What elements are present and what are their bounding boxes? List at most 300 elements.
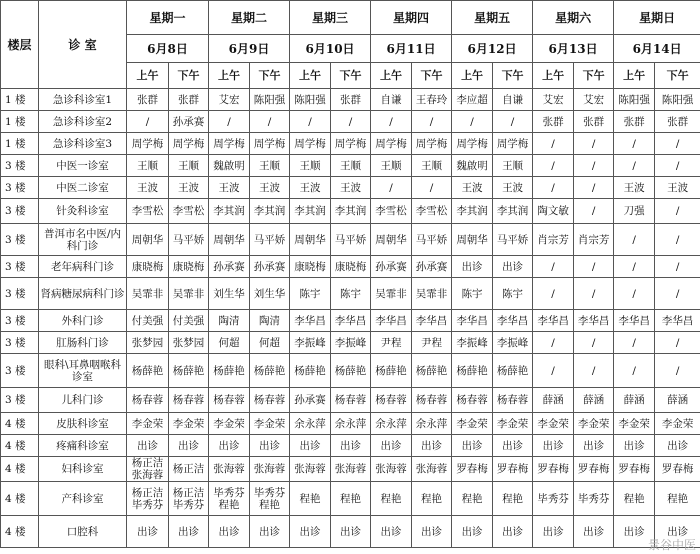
doctor-cell: 杨正洁毕秀芬 [127,482,169,516]
doctor-cell: 王顺 [127,155,169,177]
date-header: 6月12日 [452,35,533,63]
doctor-cell: 出诊 [655,516,700,548]
doctor-cell: 出诊 [290,516,331,548]
doctor-cell: 王波 [493,177,533,199]
doctor-cell: 陶清 [209,310,250,332]
doctor-cell: 李华昌 [452,310,493,332]
floor-cell: 3 楼 [1,278,39,310]
date-header: 6月9日 [209,35,290,63]
doctor-cell: 吴霏非 [371,278,412,310]
doctor-cell: 李金荣 [614,413,655,435]
table-row [1,133,700,155]
doctor-cell: 刘生华 [209,278,250,310]
doctor-cell: 马平娇 [493,224,533,256]
doctor-cell: 王顺 [169,155,209,177]
table-row [1,199,700,224]
doctor-cell: 孙承赛 [290,388,331,413]
date-header: 6月14日 [614,35,700,63]
weekday-header: 星期五 [452,1,533,35]
weekday-header: 星期三 [290,1,371,35]
doctor-cell: 付美强 [169,310,209,332]
pm-header: 下午 [169,63,209,89]
doctor-cell: 杨薛艳 [169,354,209,388]
floor-cell: 4 楼 [1,435,39,457]
doctor-cell: 李华昌 [533,310,574,332]
doctor-cell: 出诊 [493,256,533,278]
doctor-cell: 程艳 [412,482,452,516]
doctor-cell: 出诊 [614,435,655,457]
doctor-cell: 杨春蓉 [250,388,290,413]
doctor-cell: 周学梅 [452,133,493,155]
doctor-cell: / [614,354,655,388]
doctor-cell: 陈宇 [331,278,371,310]
table-row [1,354,700,388]
doctor-cell: 李金荣 [533,413,574,435]
doctor-cell: 出诊 [574,435,614,457]
doctor-cell: 康晓梅 [169,256,209,278]
table-row [1,224,700,256]
doctor-cell: 杨正洁张海蓉 [127,457,169,482]
doctor-cell: / [655,332,700,354]
doctor-cell: 杨薛艳 [209,354,250,388]
doctor-cell: 李华昌 [614,310,655,332]
dept-cell: 皮肤科诊室 [39,413,127,435]
doctor-cell: 出诊 [331,435,371,457]
doctor-cell: 王顺 [371,155,412,177]
doctor-cell: 余永萍 [290,413,331,435]
doctor-cell: 周朝华 [371,224,412,256]
doctor-cell: / [209,111,250,133]
am-header: 上午 [452,63,493,89]
dept-cell: 肛肠科门诊 [39,332,127,354]
doctor-cell: 出诊 [169,435,209,457]
floor-cell: 1 楼 [1,111,39,133]
doctor-cell: 孙承赛 [412,256,452,278]
doctor-cell: 出诊 [371,516,412,548]
dept-cell: 眼科\耳鼻咽喉科诊室 [39,354,127,388]
doctor-cell: 吴霏非 [169,278,209,310]
floor-cell: 3 楼 [1,224,39,256]
doctor-cell: 陈阳强 [614,89,655,111]
doctor-cell: 艾宏 [533,89,574,111]
floor-cell: 3 楼 [1,332,39,354]
doctor-cell: 薛涵 [574,388,614,413]
doctor-cell: 杨春蓉 [371,388,412,413]
doctor-cell: 张海蓉 [209,457,250,482]
doctor-cell: / [574,278,614,310]
doctor-cell: 杨春蓉 [331,388,371,413]
doctor-cell: 陈阳强 [250,89,290,111]
doctor-cell: 周学梅 [290,133,331,155]
doctor-cell: 李华昌 [331,310,371,332]
dept-cell: 普洱市名中医/内科门诊 [39,224,127,256]
doctor-cell: 周朝华 [290,224,331,256]
doctor-cell: 李其润 [493,199,533,224]
doctor-cell: 李振峰 [452,332,493,354]
weekday-header: 星期四 [371,1,452,35]
doctor-cell: 尹程 [412,332,452,354]
doctor-cell: 王顺 [331,155,371,177]
doctor-cell: 杨春蓉 [452,388,493,413]
doctor-cell: 李雪松 [127,199,169,224]
floor-cell: 4 楼 [1,413,39,435]
doctor-cell: 杨薛艳 [127,354,169,388]
weekday-header: 星期六 [533,1,614,35]
doctor-cell: / [371,177,412,199]
table-row [1,310,700,332]
doctor-cell: 张海蓉 [331,457,371,482]
doctor-cell: / [614,278,655,310]
pm-header: 下午 [412,63,452,89]
am-header: 上午 [127,63,169,89]
doctor-cell: 出诊 [493,435,533,457]
pm-header: 下午 [655,63,700,89]
doctor-cell: 陶清 [250,310,290,332]
doctor-cell: 杨春蓉 [493,388,533,413]
dept-cell: 中医二诊室 [39,177,127,199]
doctor-cell: 孙承赛 [371,256,412,278]
doctor-cell: 薛涵 [655,388,700,413]
doctor-cell: 余永萍 [331,413,371,435]
doctor-cell: / [533,155,574,177]
doctor-cell: 陈阳强 [655,89,700,111]
doctor-cell: / [574,155,614,177]
doctor-cell: 杨薛艳 [452,354,493,388]
doctor-cell: 出诊 [290,435,331,457]
doctor-cell: / [574,199,614,224]
weekday-header: 星期二 [209,1,290,35]
doctor-cell: 尹程 [371,332,412,354]
floor-cell: 3 楼 [1,310,39,332]
doctor-cell: / [127,111,169,133]
doctor-cell: 出诊 [127,435,169,457]
doctor-cell: 出诊 [127,516,169,548]
doctor-cell: 杨薛艳 [290,354,331,388]
dept-cell: 外科门诊 [39,310,127,332]
doctor-cell: 出诊 [250,435,290,457]
doctor-cell: / [533,332,574,354]
doctor-cell: 张群 [127,89,169,111]
doctor-cell: 周学梅 [127,133,169,155]
table-row [1,388,700,413]
doctor-cell: 吴霏非 [412,278,452,310]
doctor-cell: / [655,133,700,155]
am-header: 上午 [371,63,412,89]
doctor-cell: 王顺 [412,155,452,177]
table-row [1,332,700,354]
doctor-cell: / [655,199,700,224]
doctor-cell: 李雪松 [412,199,452,224]
table-row [1,413,700,435]
doctor-cell: 李华昌 [493,310,533,332]
doctor-cell: / [574,177,614,199]
doctor-cell: 李华昌 [371,310,412,332]
doctor-cell: 王波 [290,177,331,199]
table-row [1,111,700,133]
doctor-cell: / [655,224,700,256]
doctor-cell: 魏啟明 [452,155,493,177]
doctor-cell: 李其润 [331,199,371,224]
doctor-cell: 出诊 [452,516,493,548]
doctor-cell: 自谦 [493,89,533,111]
doctor-cell: / [574,133,614,155]
doctor-cell: 陈阳强 [290,89,331,111]
doctor-cell: 王顺 [250,155,290,177]
doctor-cell: 程艳 [614,482,655,516]
doctor-cell: / [533,278,574,310]
doctor-cell: / [371,111,412,133]
doctor-cell: 张海蓉 [290,457,331,482]
doctor-cell: 李振峰 [493,332,533,354]
doctor-cell: 毕秀芬程艳 [250,482,290,516]
doctor-cell: 杨春蓉 [412,388,452,413]
doctor-cell: 周朝华 [127,224,169,256]
floor-header: 楼层 [1,1,39,89]
doctor-cell: 李其润 [209,199,250,224]
doctor-cell: 罗春梅 [655,457,700,482]
doctor-cell: 出诊 [533,435,574,457]
doctor-cell: 李其润 [250,199,290,224]
doctor-cell: 陈宇 [493,278,533,310]
doctor-cell: 付美强 [127,310,169,332]
doctor-cell: 吴霏非 [127,278,169,310]
doctor-cell: / [331,111,371,133]
doctor-cell: 出诊 [574,516,614,548]
doctor-cell: 孙承赛 [169,111,209,133]
doctor-cell: 李金荣 [209,413,250,435]
table-row [1,482,700,516]
doctor-cell: 程艳 [452,482,493,516]
floor-cell: 4 楼 [1,516,39,548]
doctor-cell: 康晓梅 [127,256,169,278]
doctor-cell: 程艳 [290,482,331,516]
doctor-cell: 李金荣 [493,413,533,435]
doctor-cell: 王波 [614,177,655,199]
doctor-cell: 李金荣 [169,413,209,435]
doctor-cell: 出诊 [331,516,371,548]
doctor-cell: 李其润 [290,199,331,224]
weekday-header: 星期一 [127,1,209,35]
pm-header: 下午 [493,63,533,89]
dept-cell: 急诊科诊室3 [39,133,127,155]
doctor-cell: 王波 [209,177,250,199]
am-header: 上午 [533,63,574,89]
doctor-cell: 马平娇 [412,224,452,256]
doctor-cell: 马平娇 [250,224,290,256]
doctor-cell: 毕秀芬程艳 [209,482,250,516]
doctor-cell: 罗春梅 [574,457,614,482]
doctor-cell: 何超 [209,332,250,354]
doctor-cell: / [533,133,574,155]
doctor-cell: 张梦园 [169,332,209,354]
doctor-cell: 王波 [331,177,371,199]
table-row [1,89,700,111]
floor-cell: 1 楼 [1,89,39,111]
doctor-cell: / [412,177,452,199]
dept-cell: 中医一诊室 [39,155,127,177]
floor-cell: 3 楼 [1,256,39,278]
doctor-cell: 杨正洁 [169,457,209,482]
doctor-cell: / [412,111,452,133]
doctor-cell: 周学梅 [169,133,209,155]
doctor-cell: 杨薛艳 [371,354,412,388]
doctor-cell: 出诊 [452,435,493,457]
floor-cell: 3 楼 [1,354,39,388]
doctor-cell: 魏啟明 [209,155,250,177]
doctor-cell: 张群 [169,89,209,111]
floor-cell: 3 楼 [1,199,39,224]
doctor-cell: 张海蓉 [250,457,290,482]
doctor-cell: 王波 [127,177,169,199]
doctor-cell: 何超 [250,332,290,354]
doctor-cell: / [614,224,655,256]
doctor-cell: / [533,354,574,388]
doctor-cell: 出诊 [533,516,574,548]
doctor-cell: 张海蓉 [412,457,452,482]
dept-cell: 肾病糖尿病科门诊 [39,278,127,310]
watermark: 景谷中医 [647,538,696,552]
floor-cell: 4 楼 [1,482,39,516]
doctor-cell: 李华昌 [574,310,614,332]
doctor-cell: 出诊 [412,516,452,548]
doctor-cell: / [614,155,655,177]
doctor-cell: 王波 [169,177,209,199]
doctor-cell: 程艳 [493,482,533,516]
doctor-cell: 周学梅 [412,133,452,155]
dept-cell: 疼痛科诊室 [39,435,127,457]
doctor-cell: 周学梅 [250,133,290,155]
table-row [1,155,700,177]
doctor-cell: 罗春梅 [614,457,655,482]
am-header: 上午 [290,63,331,89]
doctor-cell: 出诊 [209,435,250,457]
am-header: 上午 [209,63,250,89]
date-header: 6月13日 [533,35,614,63]
doctor-cell: 李金荣 [655,413,700,435]
doctor-cell: 艾宏 [209,89,250,111]
doctor-cell: 出诊 [493,516,533,548]
doctor-cell: 周朝华 [452,224,493,256]
doctor-cell: 陈宇 [452,278,493,310]
doctor-cell: 杨春蓉 [127,388,169,413]
doctor-cell: / [574,256,614,278]
table-row [1,177,700,199]
doctor-cell: 杨薛艳 [331,354,371,388]
table-row [1,435,700,457]
pm-header: 下午 [331,63,371,89]
doctor-cell: 出诊 [412,435,452,457]
doctor-cell: 李金荣 [250,413,290,435]
table-row [1,256,700,278]
doctor-cell: 孙承赛 [250,256,290,278]
doctor-cell: / [655,256,700,278]
doctor-cell: 张群 [331,89,371,111]
doctor-cell: 毕秀芬 [533,482,574,516]
doctor-cell: 李华昌 [412,310,452,332]
date-header: 6月10日 [290,35,371,63]
doctor-cell: 王波 [250,177,290,199]
doctor-cell: 陶文敏 [533,199,574,224]
doctor-cell: / [533,256,574,278]
doctor-cell: 马平娇 [331,224,371,256]
dept-cell: 急诊科诊室1 [39,89,127,111]
dept-cell: 儿科门诊 [39,388,127,413]
doctor-cell: / [614,133,655,155]
weekday-header: 星期日 [614,1,700,35]
doctor-cell: / [614,332,655,354]
doctor-cell: 李振峰 [290,332,331,354]
doctor-cell: 出诊 [452,256,493,278]
doctor-cell: 程艳 [331,482,371,516]
doctor-cell: 马平娇 [169,224,209,256]
doctor-cell: 薛涵 [533,388,574,413]
doctor-cell: / [655,155,700,177]
doctor-cell: 李金荣 [452,413,493,435]
floor-cell: 1 楼 [1,133,39,155]
pm-header: 下午 [574,63,614,89]
doctor-cell: 出诊 [614,516,655,548]
doctor-cell: 艾宏 [574,89,614,111]
date-header: 6月8日 [127,35,209,63]
doctor-cell: 罗春梅 [452,457,493,482]
doctor-cell: 薛涵 [614,388,655,413]
doctor-cell: 罗春梅 [533,457,574,482]
doctor-cell: / [574,332,614,354]
doctor-cell: 王春玲 [412,89,452,111]
doctor-cell: 杨春蓉 [169,388,209,413]
doctor-cell: 自谦 [371,89,412,111]
dept-cell: 急诊科诊室2 [39,111,127,133]
doctor-cell: 杨春蓉 [209,388,250,413]
doctor-cell: 刀强 [614,199,655,224]
doctor-cell: 李华昌 [655,310,700,332]
doctor-cell: 康晓梅 [290,256,331,278]
doctor-cell: 孙承赛 [209,256,250,278]
doctor-cell: 李雪松 [371,199,412,224]
dept-cell: 产科诊室 [39,482,127,516]
doctor-cell: 出诊 [655,435,700,457]
dept-cell: 针灸科诊室 [39,199,127,224]
dept-cell: 妇科诊室 [39,457,127,482]
doctor-cell: 张群 [533,111,574,133]
doctor-cell: 杨薛艳 [250,354,290,388]
doctor-cell: / [533,177,574,199]
doctor-cell: 周学梅 [493,133,533,155]
doctor-cell: 王顺 [290,155,331,177]
weekday-row [1,1,700,35]
doctor-cell: 罗春梅 [493,457,533,482]
doctor-cell: 李金荣 [574,413,614,435]
doctor-cell: 周学梅 [209,133,250,155]
doctor-cell: / [493,111,533,133]
doctor-cell: 余永萍 [412,413,452,435]
doctor-cell: 王波 [655,177,700,199]
doctor-cell: 肖宗芳 [533,224,574,256]
am-header: 上午 [614,63,655,89]
doctor-cell: / [290,111,331,133]
doctor-cell: 出诊 [169,516,209,548]
floor-cell: 4 楼 [1,457,39,482]
doctor-cell: 杨薛艳 [412,354,452,388]
doctor-cell: 程艳 [655,482,700,516]
doctor-cell: 王波 [452,177,493,199]
floor-cell: 3 楼 [1,155,39,177]
doctor-cell: 李雪松 [169,199,209,224]
doctor-cell: / [250,111,290,133]
schedule-body [1,89,700,548]
doctor-cell: 陈宇 [290,278,331,310]
doctor-cell: 李其润 [452,199,493,224]
